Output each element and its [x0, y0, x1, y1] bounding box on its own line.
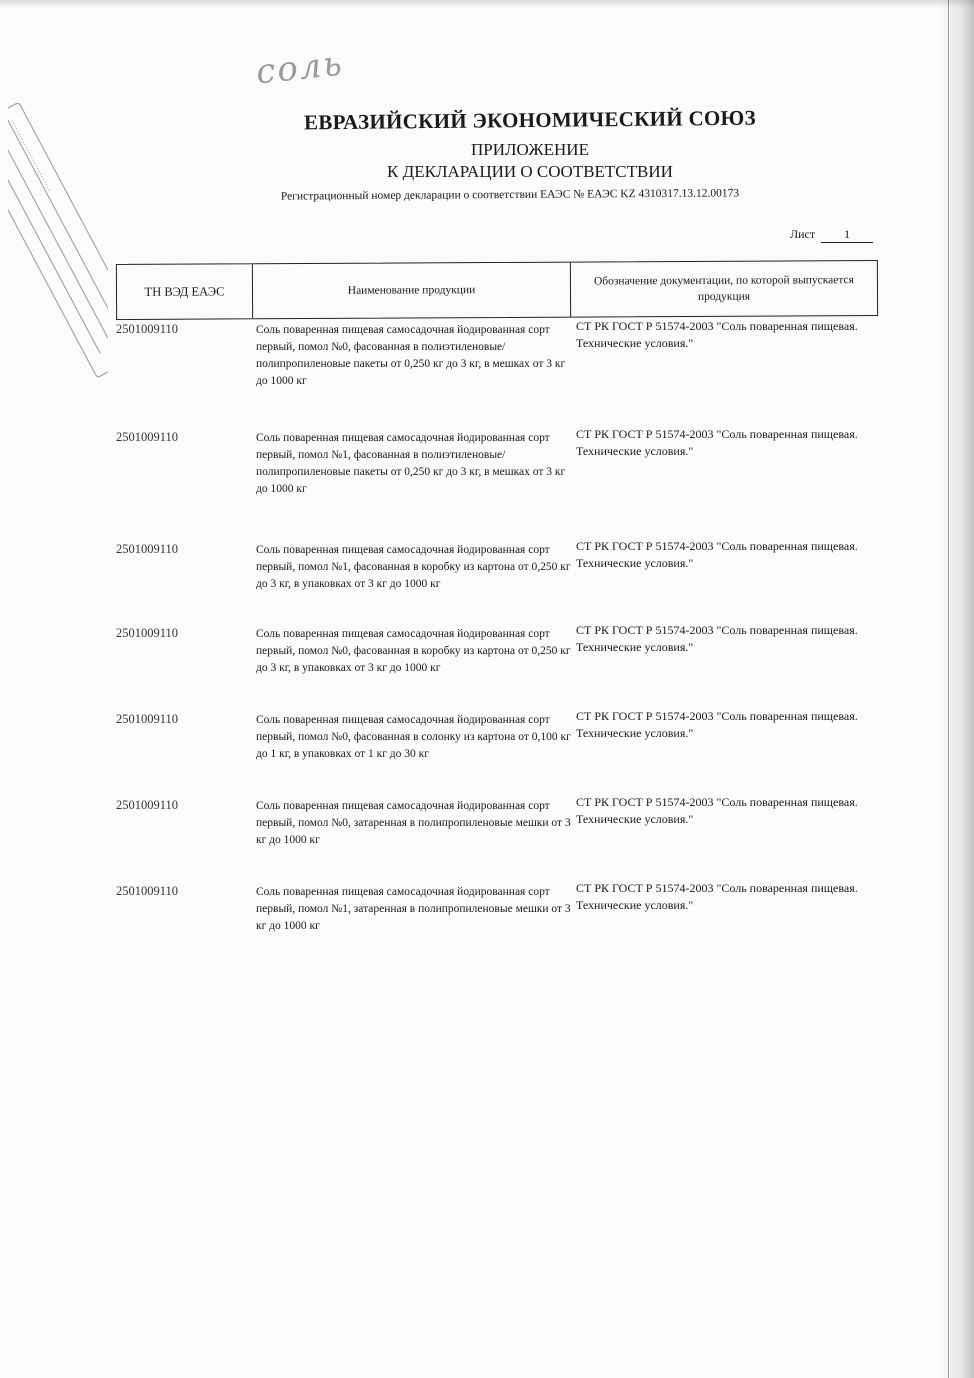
row-product-name: Соль поваренная пищевая самосадочная йодированная сорт первый, помол №1, фасованная в полиэтиленовые/ полипропиленовые пакеты от 0,250 кг до 3 кг, в мешках от 3 кг до 1000 кг	[256, 432, 566, 495]
header-hs-code: ТН ВЭД ЕАЭС	[117, 264, 253, 319]
header-documentation: Обозначение документации, по которой выпускается продукция	[593, 274, 854, 303]
scan-edge-right	[940, 0, 974, 1378]
sheet-label: Лист	[790, 227, 816, 241]
row-product-name: Соль поваренная пищевая самосадочная йодированная сорт первый, помол №0, затаренная в полипропиленовые мешки от 3 кг до 1000 кг	[256, 800, 571, 846]
stamp-mark	[8, 70, 108, 410]
row-documentation: СТ РК ГОСТ Р 51574-2003 "Соль поваренная пищевая. Технические условия."	[576, 881, 858, 912]
registration-number: Регистрационный номер декларации о соответствии ЕАЭС № ЕАЭС KZ 4310317.13.12.00173	[280, 187, 740, 203]
row-documentation: СТ РК ГОСТ Р 51574-2003 "Соль поваренная пищевая. Технические условия."	[576, 709, 858, 740]
appendix-heading: ПРИЛОЖЕНИЕ	[471, 140, 589, 159]
row-code: 2501009110	[116, 542, 179, 556]
row-code: 2501009110	[116, 884, 179, 898]
row-documentation: СТ РК ГОСТ Р 51574-2003 "Соль поваренная пищевая. Технические условия."	[576, 319, 858, 350]
declaration-heading: К ДЕКЛАРАЦИИ О СООТВЕТСТВИИ	[387, 162, 673, 181]
handwritten-note: соль	[254, 43, 346, 93]
row-product-name: Соль поваренная пищевая самосадочная йодированная сорт первый, помол №1, затаренная в полипропиленовые мешки от 3 кг до 1000 кг	[256, 886, 571, 932]
row-documentation: СТ РК ГОСТ Р 51574-2003 "Соль поваренная пищевая. Технические условия."	[576, 427, 858, 458]
row-code: 2501009110	[116, 322, 179, 336]
table-header	[116, 260, 878, 320]
row-product-name: Соль поваренная пищевая самосадочная йодированная сорт первый, помол №0, фасованная в полиэтиленовые/ полипропиленовые пакеты от 0,250 кг до 3 кг, в мешках от 3 кг до 1000 кг	[256, 324, 566, 387]
row-product-name: Соль поваренная пищевая самосадочная йодированная сорт первый, помол №0, фасованная в коробку из картона от 0,250 кг до 3 кг, в упаковках от 3 кг до 1000 кг	[256, 628, 571, 674]
scan-fold-line	[948, 0, 949, 1378]
row-product-name: Соль поваренная пищевая самосадочная йодированная сорт первый, помол №1, фасованная в коробку из картона от 0,250 кг до 3 кг, в упаковках от 3 кг до 1000 кг	[256, 544, 571, 590]
row-documentation: СТ РК ГОСТ Р 51574-2003 "Соль поваренная пищевая. Технические условия."	[576, 795, 858, 826]
row-code: 2501009110	[116, 798, 179, 812]
row-code: 2501009110	[116, 430, 179, 444]
row-code: 2501009110	[116, 626, 179, 640]
row-documentation: СТ РК ГОСТ Р 51574-2003 "Соль поваренная пищевая. Технические условия."	[576, 539, 858, 570]
scan-edge-top	[0, 0, 974, 8]
header-product-name: Наименование продукции	[253, 263, 571, 319]
row-documentation: СТ РК ГОСТ Р 51574-2003 "Соль поваренная пищевая. Технические условия."	[576, 623, 858, 654]
stamp-text-line: ………………………	[8, 116, 56, 193]
row-code: 2501009110	[116, 712, 179, 726]
sheet-value: 1	[821, 227, 873, 243]
document-title: ЕВРАЗИЙСКИЙ ЭКОНОМИЧЕСКИЙ СОЮЗ	[303, 105, 757, 135]
row-product-name: Соль поваренная пищевая самосадочная йодированная сорт первый, помол №0, фасованная в солонку из картона от 0,100 кг до 1 кг, в упаковках от 1 кг до 30 кг	[256, 714, 571, 760]
sheet-number	[790, 227, 873, 243]
